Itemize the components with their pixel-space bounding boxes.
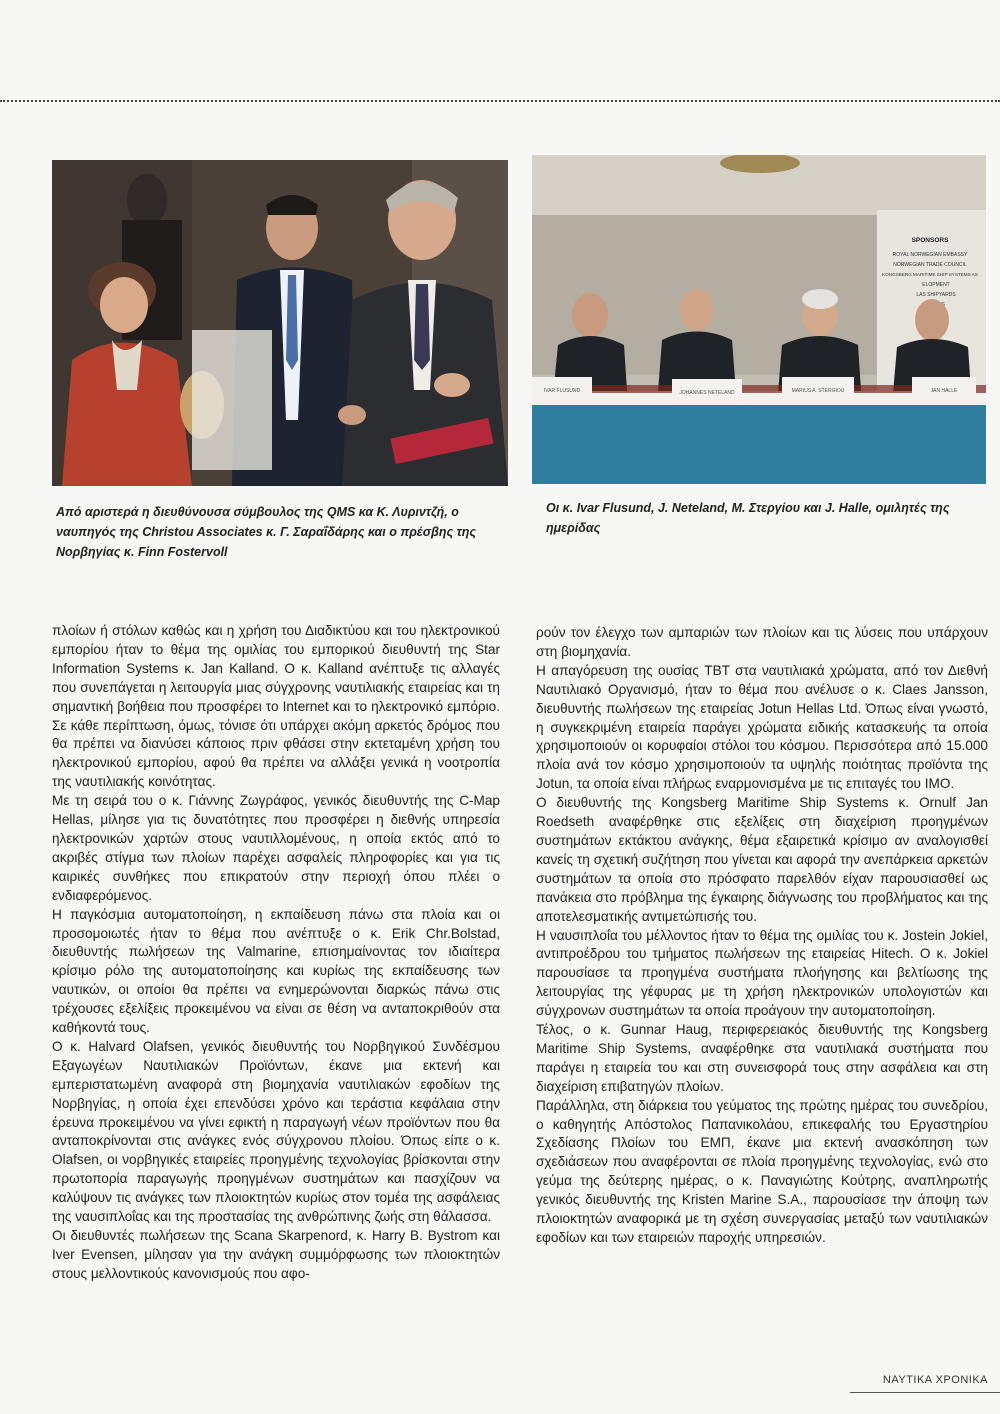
article-paragraph: ρούν τον έλεγχο των αμπαριών των πλοίων και τις λύσεις που υπάρχουν στη βιομηχανία. <box>536 625 988 659</box>
photo-reception-illustration <box>52 160 508 486</box>
nameplate: JOHANNES NETELAND <box>679 390 735 396</box>
article-paragraph: πλοίων ή στόλων καθώς και η χρήση του Διαδικτύου και του ηλεκτρονικού εμπορίου ήταν το θέμα της ομιλίας του εμπορικού διευθυντή της Star Information Systems κ. Jan Kalland. Ο κ. Kalland ανέπτυξε τις αλλαγές που συνεπάγεται η λειτουργία μιας σύγχρονης ναυτιλιακής εταιρείας και τη σημαντική βοήθεια που προσφέρει το Internet και το ηλεκτρονικό εμπόριο. Σε κάθε περίπτωση, όμως, τόνισε ότι υπάρχει ακόμη αρκετός δρόμος που θα πρέπει να διανύσει κάποιος πριν φθάσει στην εκτεταμένη χρήση του ηλεκτρονικού εμπορίου, αφού θα πρέπει να αλλάξει γενικά η νοοτροπία της ναυτιλιακής κοινότητας. <box>52 623 500 790</box>
article-paragraph: Παράλληλα, στη διάρκεια του γεύματος της πρώτης ημέρας του συνεδρίου, ο καθηγητής Απόστολος Παπανικολάου, επικεφαλής του Εργαστηρίου Σχεδίασης Πλοίων του ΕΜΠ, έκανε μια εκτενή ανασκόπηση των σχεδιάσεων που αναφέρονται σε πλοία προηγμένης τεχνολογίας, ενώ στο γεύμα της δεύτερης ημέρας, ο κ. Παναγιώτης Κούτρης, αναπληρωτής γενικός διευθυντής της Kristen Marine S.A., παρουσίασε την άποψη των πλοιοκτητών αναφορικά με τη σχέση συνεργασίας μεταξύ των ναυτιλιακών εφοδίων και των εταιρειών παροχής υπηρεσιών. <box>536 1097 988 1245</box>
photo-panel-speakers <box>532 155 986 484</box>
dotted-rule <box>0 100 1000 102</box>
article-column-left <box>52 622 500 1284</box>
article-paragraph: Τέλος, ο κ. Gunnar Haug, περιφερειακός διευθυντής της Kongsberg Maritime Ship Systems, αναφέρθηκε στα ναυτιλιακά συστήματα που παράγει η εταιρεία του και στη συνεισφορά τους στην ασφάλεια και στη διαχείριση επιβατηγών πλοίων. <box>536 1022 988 1094</box>
nameplate: IVAR FLUSUND <box>543 388 581 394</box>
article-paragraph: Ο διευθυντής της Kongsberg Maritime Ship Systems κ. Ornulf Jan Roedseth αναφέρθηκε στις εξελίξεις στη διαχείριση προηγμένων συστημάτων εκτάκτου ανάγκης, θέμα εξαιρετικά κρίσιμο αν αναλογισθεί κανείς τη σχετική συζήτηση που γίνεται και αφορά την ανεπάρκεια αρκετών συστημάτων τα οποία στο πρόσφατο παρελθόν είχαν παρουσιασθεί ως πανάκεια στο πρόβλημα της έγκαιρης διάγνωσης του προβλήματος και της αποτελεσματικής αντιμετώπισής του. <box>536 795 988 924</box>
footer-rule <box>850 1392 1000 1393</box>
photo-reception <box>52 160 508 486</box>
nameplate: JAN HALLE <box>930 388 958 394</box>
nameplate: MARIUS A. STERGIOU <box>791 388 845 394</box>
sponsor-line: ELOPMENT <box>922 282 950 288</box>
article-paragraph: Η παγκόσμια αυτοματοποίηση, η εκπαίδευση πάνω στα πλοία και οι προσομοιωτές ήταν το θέμα που ανέπτυξε ο κ. Erik Chr.Bolstad, διευθυντής πωλήσεων της Valmarine, επισημαίνοντας τον ιδιαίτερα κρίσιμο ρόλο της αυτοματοποίησης και κυρίως της εκπαίδευσης των ναυτικών, οι οποίοι θα πρέπει να ενημερώνονται διαρκώς πάνω στις τρέχουσες εξελίξεις προκειμένου να είναι σε θέση να ανταποκριθούν στα καθήκοντά τους. <box>52 906 500 1036</box>
article-paragraph: Η ναυσιπλοΐα του μέλλοντος ήταν το θέμα της ομιλίας του κ. Jostein Jokiel, αντιπροέδρου του τμήματος πωλήσεων της εταιρείας Hitech. Ο κ. Jokiel παρουσίασε τα προηγμένα συστήματα πλοήγησης και βελτίωσης της λειτουργίας της γέφυρας με τη χρήση ηλεκτρονικών υπολογιστών και σύγχρονων συστημάτων τα οποία προάγουν την αυτοματοποίηση. <box>536 927 988 1019</box>
article-paragraph: Με τη σειρά του ο κ. Γιάννης Ζωγράφος, γενικός διευθυντής της C-Map Hellas, μίλησε για τις δυνατότητες που προσφέρει η διεθνής υπηρεσία ηλεκτρονικών χαρτών στους ναυτιλλομένους, η οποία εκτός από το ακριβές στίγμα των πλοίων παρέχει ασφαλείς πληροφορίες και για τις καιρικές συνθήκες που επικρατούν στην περιοχή όπου πλέει ο ενδιαφερόμενος. <box>52 793 500 903</box>
sponsors-title: SPONSORS <box>911 237 949 244</box>
sponsor-line: KONGSBERG MARITIME SHIP SYSTEMS AS <box>882 272 978 277</box>
article-column-right <box>536 624 988 1248</box>
photo-caption-left: Από αριστερά η διευθύνουσα σύμβουλος της QMS κα Κ. Λυριντζή, ο ναυπηγός της Christou Associates κ. Γ. Σαραΐδάρης και ο πρέσβης της Νορβηγίας κ. Finn Fostervoll <box>56 505 477 559</box>
sponsor-line: NORWEGIAN TRADE COUNCIL <box>893 262 967 268</box>
sponsor-line: LAS SHIPYARDS <box>916 292 956 298</box>
magazine-footer-title: ΝΑΥΤΙΚΑ ΧΡΟΝΙΚΑ <box>882 1374 988 1386</box>
article-paragraph: Ο κ. Halvard Olafsen, γενικός διευθυντής του Νορβηγικού Συνδέσμου Εξαγωγέων Ναυτιλιακών Προϊόντων, έκανε μια εκτενή και εμπεριστατωμένη αναφορά στη βιομηχανία ναυτιλιακών εφοδίων της Νορβηγίας, η οποία έχει επενδύσει χρόνο και τεράστια κεφάλαια στην έρευνα προκειμένου να γίνει εφικτή η παραγωγή νέων προϊόντων που θα ανταποκρίνονται στις ανάγκες ενός σύγχρονου πλοίου. Όπως είπε ο κ. Olafsen, οι νορβηγικές εταιρείες προηγμένης τεχνολογίας βρίσκονται στην πρωτοπορία παραγωγής προηγμένων συστημάτων και πασχίζουν να καλύψουν τις ανάγκες των πλοιοκτητών κυρίως στον τομέα της ασφάλειας της ναυσιπλοΐας και της προστασίας της ανθρώπινης ζωής στη θάλασσα. <box>52 1038 500 1225</box>
sponsor-line: ROYAL NORWEGIAN EMBASSY <box>892 252 968 258</box>
photo-caption-right: Οι κ. Ivar Flusund, J. Neteland, M. Στεργίου και J. Halle, ομιλητές της ημερίδας <box>546 501 950 535</box>
photo-panel-illustration <box>532 155 986 484</box>
article-paragraph: Η απαγόρευση της ουσίας TBT στα ναυτιλιακά χρώματα, από τον Διεθνή Ναυτιλιακό Οργανισμό, ήταν το θέμα που ανέλυσε ο κ. Claes Jansson, διευθυντής πωλήσεων της εταιρείας Jotun Hellas Ltd. Όπως είναι γνωστό, η συγκεκριμένη εταιρεία παράγει χρώματα ειδικής κατασκευής τα οποία χρησιμοποιούν οι κορυφαίοι στόλοι του κόσμου. Περισσότερα από 15.000 πλοία ανά τον κόσμο χρησιμοποιούν τα υψηλής ποιότητας προϊόντα της Jotun, τα οποία είναι πλήρως εναρμονισμένα με τις επιταγές του IMO. <box>536 662 988 792</box>
article-paragraph: Οι διευθυντές πωλήσεων της Scana Skarpenord, κ. Harry B. Bystrom και Iver Evensen, μίλησαν για την ανάγκη συμμόρφωσης των πλοιοκτητών στους μελλοντικούς κανονισμούς που αφο- <box>52 1228 500 1281</box>
